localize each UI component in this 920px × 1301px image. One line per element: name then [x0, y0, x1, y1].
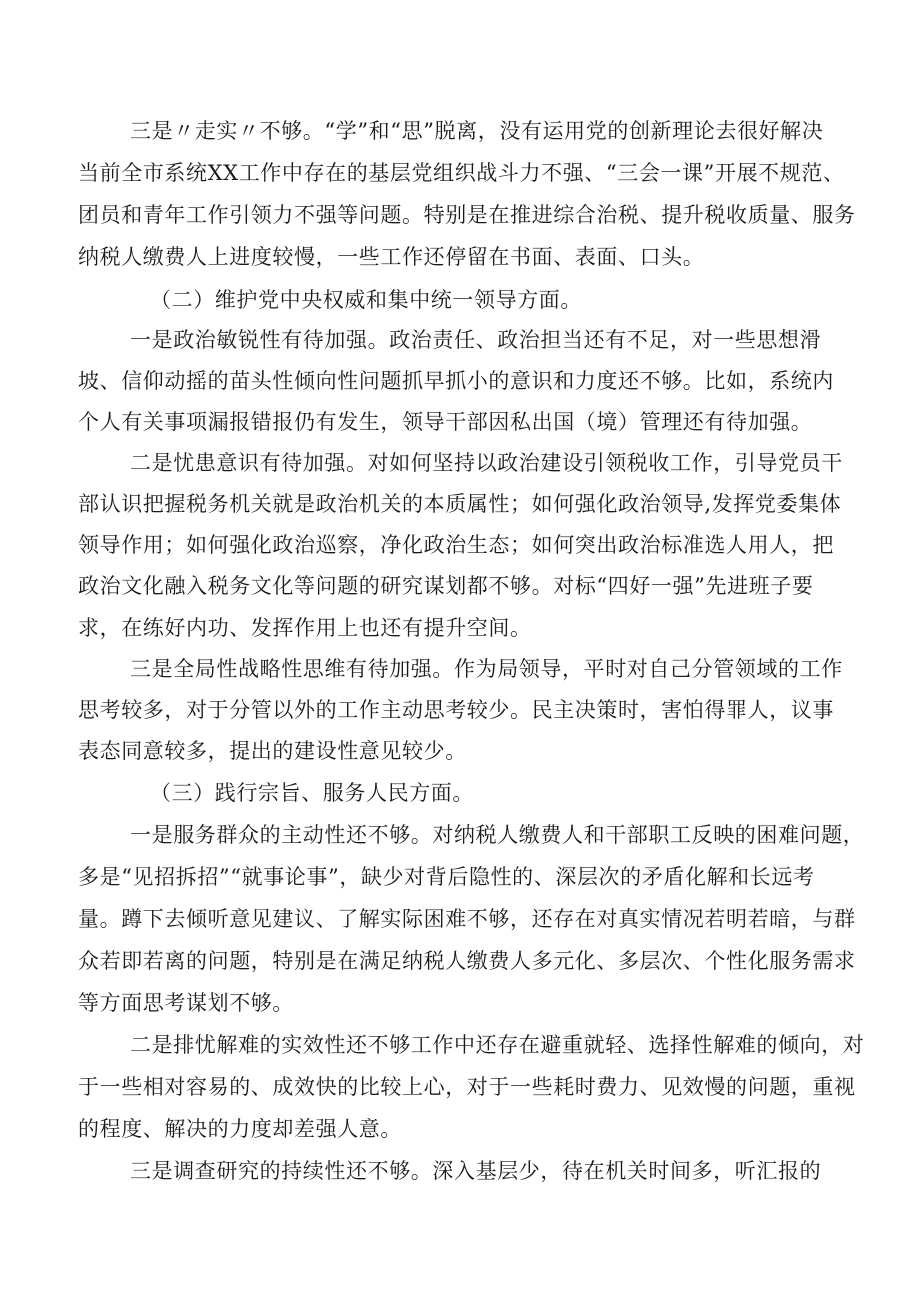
text-line: 表态同意较多，提出的建设性意见较少。: [78, 739, 467, 763]
text-line: 众若即若离的问题，特别是在满足纳税人缴费人多元化、多层次、个性化服务需求: [78, 949, 856, 973]
text-line: 一是政治敏锐性有待加强。政治责任、政治担当还有不足，对一些思想滑: [130, 328, 822, 352]
text-line: 三是调查研究的持续性还不够。深入基层少，待在机关时间多，听汇报的: [130, 1159, 822, 1183]
text-line: 领导作用；如何强化政治巡察，净化政治生态；如何突出政治标准选人用人，把: [78, 533, 834, 557]
text-line: 部认识把握税务机关就是政治机关的本质属性；如何强化政治领导,发挥党委集体: [78, 492, 842, 516]
text-line: 一是服务群众的主动性还不够。对纳税人缴费人和干部职工反映的困难问题，: [130, 823, 865, 847]
text-line: 量。蹲下去倾听意见建议、了解实际困难不够，还存在对真实情况若明若暗，与群: [78, 907, 856, 931]
text-line: 三是〃走实〃不够。“学”和“思”脱离，没有运用党的创新理论去很好解决: [130, 119, 824, 143]
text-line: 等方面思考谋划不够。: [78, 991, 294, 1015]
text-line: 纳税人缴费人上进度较慢，一些工作还停留在书面、表面、口头。: [78, 245, 705, 269]
text-line: 个人有关事项漏报错报仍有发生，领导干部因私出国（境）管理还有待加强。: [78, 410, 813, 434]
text-line: 二是忧患意识有待加强。对如何坚持以政治建设引领税收工作，引导党员干: [130, 451, 843, 475]
text-line: 三是全局性战略性思维有待加强。作为局领导，平时对自己分管领域的工作: [130, 657, 843, 681]
text-line: 于一些相对容易的、成效快的比较上心，对于一些耗时费力、见效慢的问题，重视: [78, 1075, 856, 1099]
section-heading: （二）维护党中央权威和集中统一领导方面。: [150, 288, 582, 312]
text-line: 的程度、解决的力度却差强人意。: [78, 1117, 402, 1141]
section-heading: （三）践行宗旨、服务人民方面。: [150, 781, 474, 805]
text-line: 求，在练好内功、发挥作用上也还有提升空间。: [78, 616, 532, 640]
text-line: 政治文化融入税务文化等问题的研究谋划都不够。对标“四好一强”先进班子要: [78, 574, 814, 598]
text-line: 二是排忧解难的实效性还不够工作中还存在避重就轻、选择性解难的倾向，对: [130, 1033, 865, 1057]
text-line: 思考较多，对于分管以外的工作主动思考较少。民主决策时，害怕得罪人，议事: [78, 698, 834, 722]
text-line: 坡、信仰动摇的苗头性倾向性问题抓早抓小的意识和力度还不够。比如，系统内: [78, 369, 834, 393]
text-line: 当前全市系统XX工作中存在的基层党组织战斗力不强、“三会一课”开展不规范、: [78, 161, 845, 185]
text-line: 多是“见招拆招”“就事论事”，缺少对背后隐性的、深层次的矛盾化解和长远考: [78, 865, 815, 889]
text-line: 团员和青年工作引领力不强等问题。特别是在推进综合治税、提升税收质量、服务: [78, 203, 856, 227]
